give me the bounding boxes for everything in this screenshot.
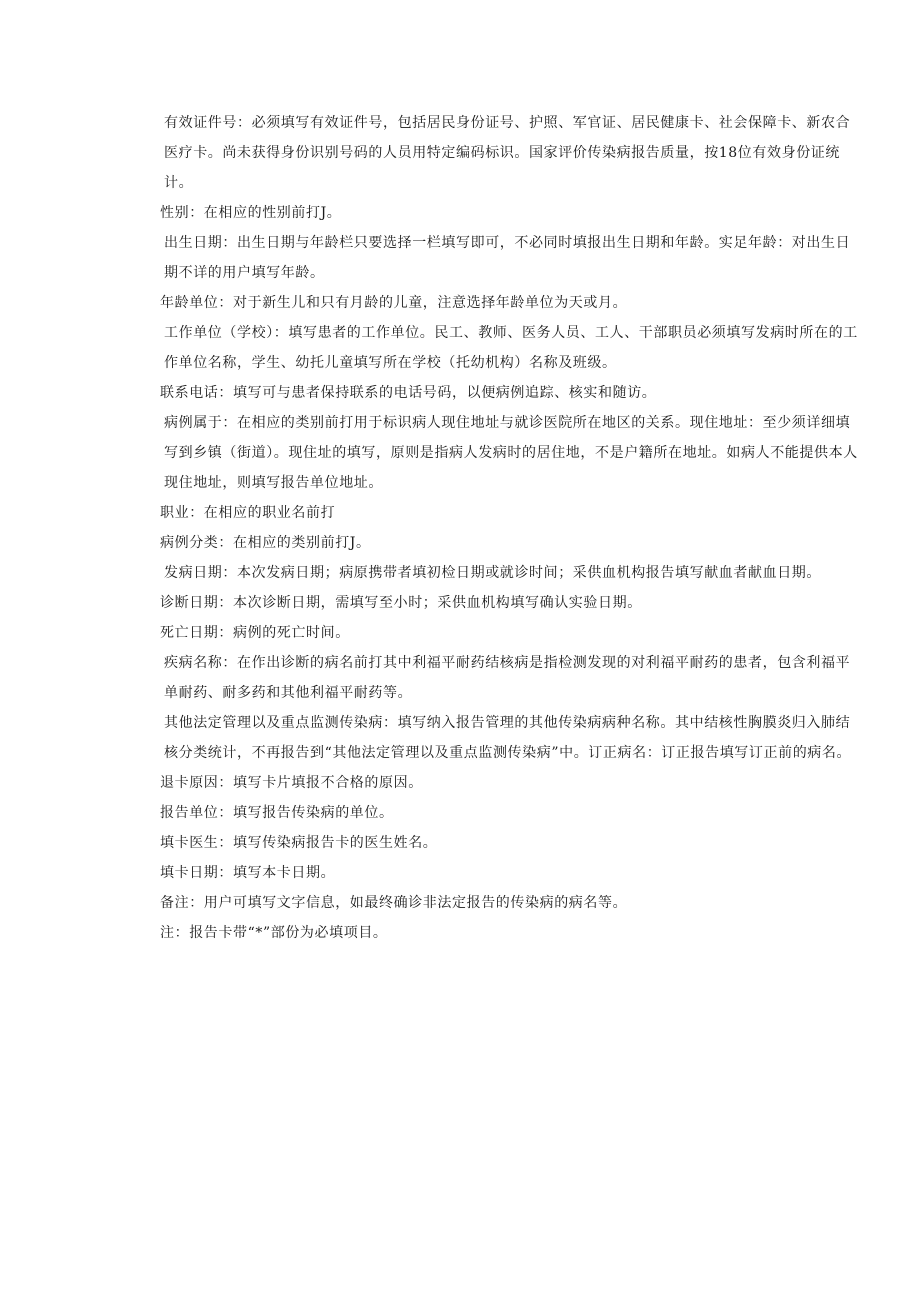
paragraph-return-reason: 退卡原因：填写卡片填报不合格的原因。: [160, 775, 423, 791]
paragraph-birth-date: 出生日期：出生日期与年龄栏只要选择一栏填写即可，不必同时填报出生日期和年龄。实足年龄：对出生日期不详的用户填写年龄。: [164, 235, 851, 281]
paragraph-contact-phone: 联系电话：填写可与患者保持联系的电话号码，以便病例追踪、核实和随访。: [160, 385, 657, 401]
paragraph-onset-date: 发病日期：本次发病日期；病原携带者填初检日期或就诊时间；采供血机构报告填写献血者献血日期。: [164, 565, 821, 581]
document-body: [160, 108, 860, 948]
paragraph-occupation: 职业：在相应的职业名前打: [160, 505, 336, 521]
paragraph-valid-id-number: 有效证件号：必须填写有效证件号，包括居民身份证号、护照、军官证、居民健康卡、社会保障卡、新农合医疗卡。尚未获得身份识别号码的人员用特定编码标识。国家评价传染病报告质量，按18位有效身份证统计。: [164, 115, 851, 191]
paragraph-death-date: 死亡日期：病例的死亡时间。: [160, 625, 350, 641]
paragraph-reporting-unit: 报告单位：填写报告传染病的单位。: [160, 805, 394, 821]
paragraph-note-required: 注：报告卡带“*”部份为必填项目。: [160, 925, 388, 941]
paragraph-other-diseases: 其他法定管理以及重点监测传染病：填写纳入报告管理的其他传染病病种名称。其中结核性胸膜炎归入肺结核分类统计，不再报告到“其他法定管理以及重点监测传染病”中。订正病名：订正报告填写订正前的病名。: [164, 715, 852, 761]
paragraph-fill-date: 填卡日期：填写本卡日期。: [160, 865, 336, 881]
paragraph-remarks: 备注：用户可填写文字信息，如最终确诊非法定报告的传染病的病名等。: [160, 895, 628, 911]
paragraph-gender: 性别：在相应的性别前打J。: [160, 205, 342, 221]
paragraph-reporting-doctor: 填卡医生：填写传染病报告卡的医生姓名。: [160, 835, 438, 851]
paragraph-case-belongs-to: 病例属于：在相应的类别前打用于标识病人现住地址与就诊医院所在地区的关系。现住地址：至少须详细填写到乡镇（街道）。现住址的填写，原则是指病人发病时的居住地，不是户籍所在地址。如病人不能提供本人现住地址，则填写报告单位地址。: [164, 415, 858, 491]
paragraph-diagnosis-date: 诊断日期：本次诊断日期，需填写至小时；采供血机构填写确认实验日期。: [160, 595, 642, 611]
paragraph-case-classification: 病例分类：在相应的类别前打J。: [160, 535, 371, 551]
paragraph-age-unit: 年龄单位：对于新生儿和只有月龄的儿童，注意选择年龄单位为天或月。: [160, 295, 628, 311]
paragraph-work-unit: 工作单位（学校）：填写患者的工作单位。民工、教师、医务人员、工人、干部职员必须填写发病时所在的工作单位名称，学生、幼托儿童填写所在学校（托幼机构）名称及班级。: [164, 325, 858, 371]
paragraph-disease-name: 疾病名称：在作出诊断的病名前打其中利福平耐药结核病是指检测发现的对利福平耐药的患者，包含利福平单耐药、耐多药和其他利福平耐药等。: [164, 655, 851, 701]
